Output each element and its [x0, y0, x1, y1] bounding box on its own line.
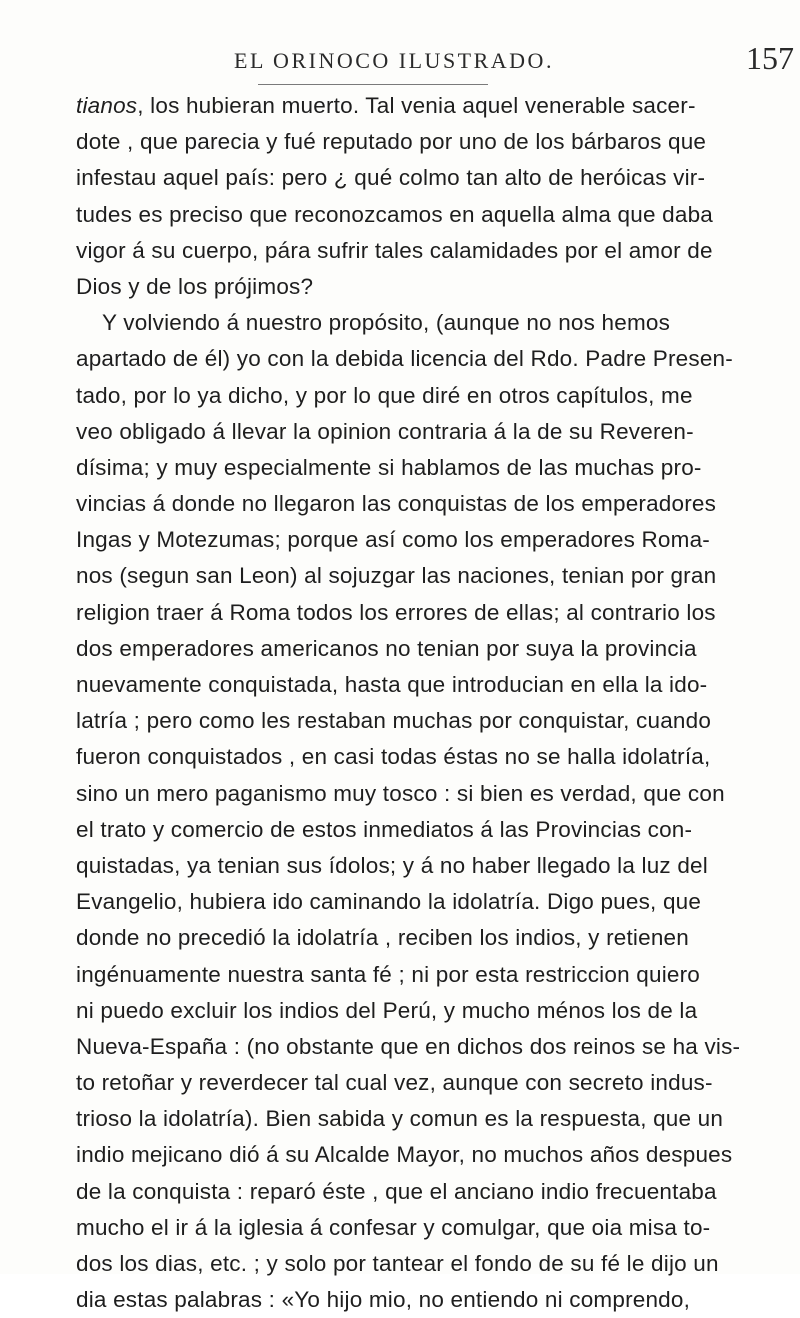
- text-line: apartado de él) yo con la debida licencia del Rdo. Padre Presen-: [76, 346, 733, 372]
- text-line: Nueva-España : (no obstante que en dichos dos reinos se ha vis-: [76, 1033, 741, 1059]
- text-line: religion traer á Roma todos los errores de ellas; al contrario los: [76, 599, 716, 625]
- running-title: EL ORINOCO ILUSTRADO.: [234, 48, 554, 73]
- text-line: tado, por lo ya dicho, y por lo que diré en otros capítulos, me: [76, 382, 693, 408]
- text-line: Y volviendo á nuestro propósito, (aunque no nos hemos: [102, 310, 671, 336]
- italic-word: tianos: [76, 93, 138, 118]
- text-line: tudes es preciso que reconozcamos en aquella alma que daba: [76, 201, 714, 227]
- text-line: donde no precedió la idolatría , reciben los indios, y retienen: [76, 925, 689, 951]
- text-line: de la conquista : reparó éste , que el anciano indio frecuentaba: [76, 1178, 717, 1204]
- text-line: indio mejicano dió á su Alcalde Mayor, no muchos años despues: [76, 1142, 733, 1168]
- text-line: veo obligado á llevar la opinion contraria á la de su Reveren-: [76, 418, 694, 444]
- body-text: [76, 88, 796, 1318]
- text-line: el trato y comercio de estos inmediatos á las Provincias con-: [76, 816, 693, 842]
- text-line: dos los dias, etc. ; y solo por tantear el fondo de su fé le dijo un: [76, 1251, 719, 1276]
- page-number: 157: [746, 40, 794, 76]
- text-line: dia estas palabras : «Yo hijo mio, no entiendo ni comprendo,: [76, 1287, 691, 1313]
- text-line: trioso la idolatría). Bien sabida y comun es la respuesta, que un: [76, 1106, 724, 1132]
- text-line: nuevamente conquistada, hasta que introducian en ella la ido-: [76, 672, 708, 697]
- text-line: fueron conquistados , en casi todas éstas no se halla idolatría,: [76, 744, 711, 770]
- text-line: sino un mero paganismo muy tosco : si bien es verdad, que con: [76, 780, 725, 806]
- text-line: latría ; pero como les restaban muchas por conquistar, cuando: [76, 708, 712, 734]
- text-line: ingénuamente nuestra santa fé ; ni por esta restriccion quiero: [76, 961, 701, 987]
- header-rule: [258, 84, 488, 85]
- running-head: [234, 40, 794, 80]
- text-line: nos (segun san Leon) al sojuzgar las naciones, tenian por gran: [76, 563, 717, 589]
- text-line: tianos, los hubieran muerto. Tal venia aquel venerable sacer-: [76, 93, 696, 118]
- text-line: mucho el ir á la iglesia á confesar y comulgar, que oia misa to-: [76, 1214, 711, 1240]
- text-line: ni puedo excluir los indios del Perú, y mucho ménos los de la: [76, 997, 698, 1023]
- text-line: vincias á donde no llegaron las conquistas de los emperadores: [76, 491, 717, 517]
- text-line: Evangelio, hubiera ido caminando la idolatría. Digo pues, que: [76, 889, 702, 915]
- text-line: vigor á su cuerpo, pára sufrir tales calamidades por el amor de: [76, 237, 713, 263]
- text-line: dote , que parecia y fué reputado por uno de los bárbaros que: [76, 129, 707, 155]
- text-line: Dios y de los prójimos?: [76, 273, 314, 299]
- text-line: to retoñar y reverdecer tal cual vez, aunque con secreto indus-: [76, 1070, 713, 1096]
- text-line: dísima; y muy especialmente si hablamos de las muchas pro-: [76, 454, 702, 480]
- text-line: infestau aquel país: pero ¿ qué colmo tan alto de heróicas vir-: [76, 165, 706, 191]
- text-line: dos emperadores americanos no tenian por suya la provincia: [76, 635, 697, 661]
- text-line: Ingas y Motezumas; porque así como los emperadores Roma-: [76, 527, 710, 553]
- text-line: quistadas, ya tenian sus ídolos; y á no haber llegado la luz del: [76, 852, 708, 878]
